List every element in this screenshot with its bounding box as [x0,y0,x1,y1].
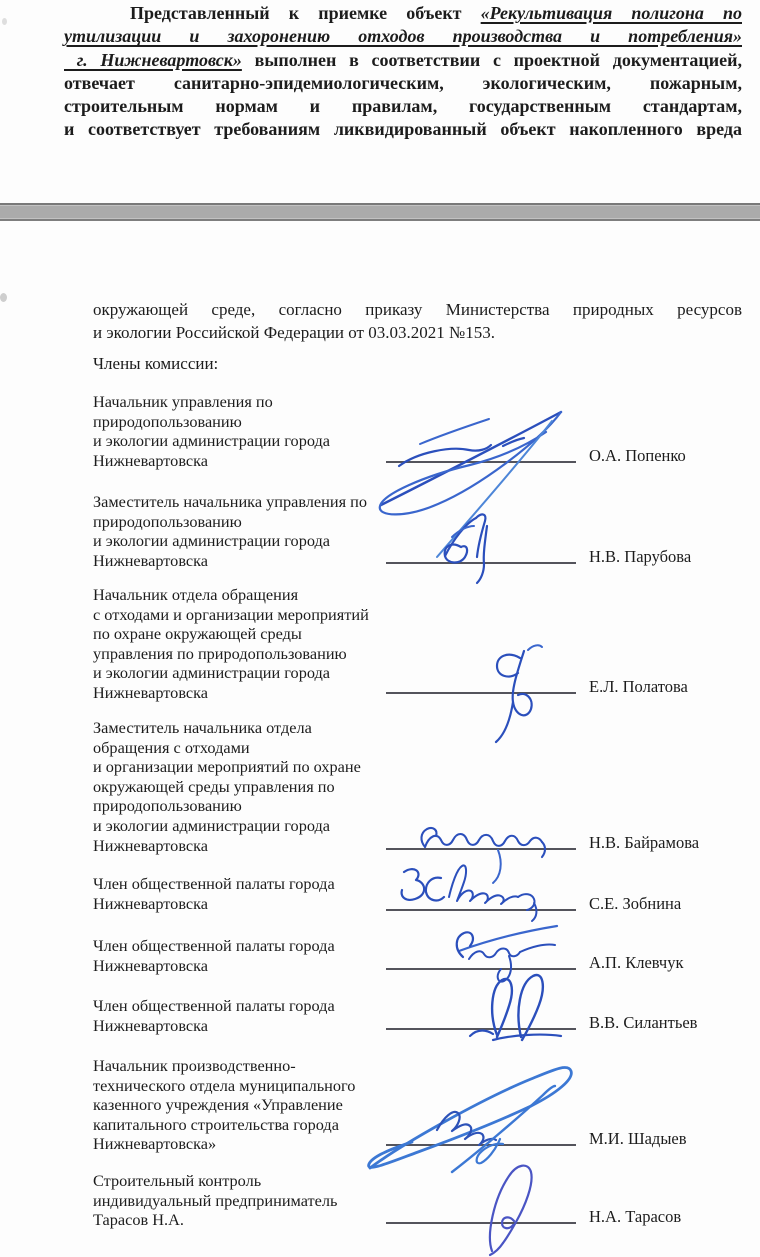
signature-line [386,1028,576,1030]
member-title [93,936,423,975]
member-title-line: управления по природопользованию [93,643,347,663]
member-title-line: Строительный контроль [93,1171,262,1190]
member-name: Н.В. Байрамова [589,833,700,852]
member-title-line: казенного учреждения «Управление [93,1095,343,1115]
member-title-line: индивидуальный предприниматель [93,1190,338,1210]
signature-line [386,562,576,564]
member-title-line: природопользованию [93,411,242,431]
member-name: В.В. Силантьев [589,1013,698,1032]
signature-line [386,848,576,850]
member-title-line: Начальник управления по [93,392,273,411]
paragraph-line: и соответствует требованиям ликвидированный объект накопленного вреда [64,119,742,140]
paragraph-line: строительным нормам и правилам, государственным стандартам, [64,96,742,117]
member-name: А.П. Клевчук [589,953,684,972]
member-title [93,492,423,570]
member-title [93,585,423,703]
commission-member-row [93,1056,753,1154]
member-name: Е.Л. Полатова [589,677,688,696]
member-name: С.Е. Зобнина [589,894,682,913]
member-title-line: Нижневартовска [93,835,209,855]
signature-line [386,1144,576,1146]
member-title-line: и экологии администрации города [93,663,331,683]
member-title-line: по охране окружающей среды [93,624,302,644]
member-title-line: Нижневартовска [93,955,209,975]
member-title [93,874,423,913]
scan-speck [2,18,7,25]
member-name: Н.А. Тарасов [589,1207,682,1226]
commission-members-list [93,0,760,1257]
member-name: О.А. Попенко [589,446,686,465]
member-title-line: Заместитель начальника управления по [93,492,367,511]
object-name-quote: утилизации и захоронению отходов производства и потребления» [64,26,742,47]
member-title-line: Член общественной палаты города [93,874,335,893]
member-title-line: с отходами и организации мероприятий [93,604,369,624]
member-title-line: Начальник производственно- [93,1056,296,1075]
member-title [93,1171,423,1230]
member-title-line: и организации мероприятий по охране [93,757,361,777]
signature-line [386,909,576,911]
member-title-line: природопользованию [93,796,242,816]
member-title-line: Нижневартовска [93,550,209,570]
paragraph-line: отвечает санитарно-эпидемиологическим, экологическим, пожарным, [64,72,742,93]
paragraph-line: и экологии Российской Федерации от 03.03.2021 №153. [93,322,495,342]
object-name-quote: г. Нижневартовск» [64,49,242,70]
member-name: Н.В. Парубова [589,547,692,566]
member-title [93,392,423,470]
member-title-line: окружающей среды управления по [93,776,335,796]
commission-member-row [93,1171,753,1230]
member-title-line: Нижневартовска [93,893,209,913]
commission-member-row [93,392,753,470]
commission-members-heading: Члены комиссии: [93,354,219,373]
member-title [93,996,423,1035]
paragraph-text: Представленный к приемке объект [130,3,462,23]
member-title-line: Заместитель начальника отдела [93,718,312,737]
member-title-line: Член общественной палаты города [93,996,335,1015]
member-title-line: технического отдела муниципального [93,1075,356,1095]
member-title [93,718,423,855]
paragraph-line: окружающей среде, согласно приказу Министерства природных ресурсов [93,300,742,319]
commission-member-row [93,936,753,975]
member-title-line: и экологии администрации города [93,815,331,835]
signature-line [386,968,576,970]
member-title-line: Нижневартовска» [93,1134,217,1154]
member-title-line: капитального строительства города [93,1114,339,1134]
member-title-line: природопользованию [93,511,242,531]
commission-member-row [93,996,753,1035]
member-title-line: Член общественной палаты города [93,936,335,955]
member-title-line: Нижневартовска [93,682,209,702]
member-title-line: Начальник отдела обращения [93,585,299,604]
commission-member-row [93,492,753,570]
object-name-quote: «Рекультивация полигона по [480,3,742,23]
member-title-line: и экологии администрации города [93,531,331,551]
member-name: М.И. Шадыев [589,1129,687,1148]
paragraph-text: выполнен в соответствии с проектной документацией, [254,49,743,70]
member-title-line: и экологии администрации города [93,431,331,451]
member-title-line: Нижневартовска [93,450,209,470]
member-title-line: Нижневартовска [93,1015,209,1035]
signature-line [386,461,576,463]
member-title [93,1056,423,1154]
commission-member-row [93,585,753,703]
signature-line [386,1222,576,1224]
commission-member-row [93,874,753,913]
signature-line [386,692,576,694]
member-title-line: обращения с отходами [93,737,250,757]
scan-speck [0,293,7,302]
member-title-line: Тарасов Н.А. [93,1210,184,1230]
commission-member-row [93,718,753,855]
